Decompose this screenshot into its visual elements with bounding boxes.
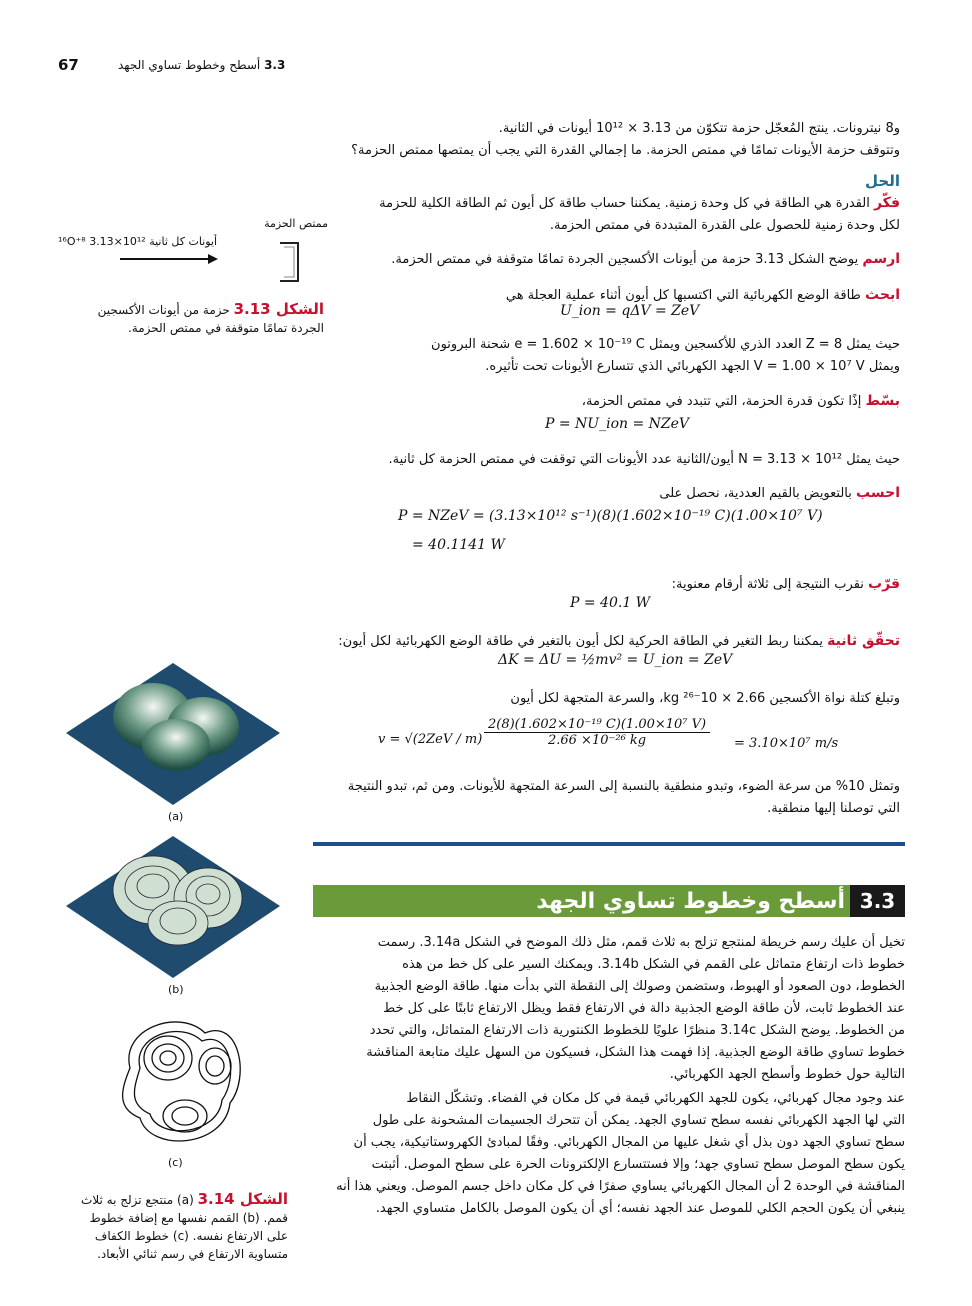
think-text-2: لكل وحدة زمنية للحصول على القدرة المتبددة في ممتص الحزمة.	[549, 218, 900, 233]
para1-line: عند الخطوط ثابت، لأن طاقة الوضع الجذبية دالة في الارتفاع فقط ويظل الارتفاع ثابتًا على كل خط	[383, 1001, 905, 1016]
figure-3-14b-label: (b)	[168, 983, 184, 996]
figure-3-14b-terrain	[58, 828, 288, 983]
where-block-1	[330, 334, 900, 378]
check-text: يمكننا ربط التغير في الطاقة الحركية لكل أيون بالتغير في طاقة الوضع الكهربائية لكل أيون:	[338, 634, 823, 649]
conclusion-2: التي توصلنا إليها منطقية.	[767, 801, 900, 816]
running-header	[118, 58, 285, 72]
figure-3-14-caption-text-1: (a) منتجع تزلج به ثلاث	[81, 1193, 194, 1207]
para2-line: سطح تساوي الجهد دون بذل أي شغل عليها من المجال الكهربائي. وفقًا لمبادئ الكهروستاتيكية، يجب أن	[353, 1135, 905, 1150]
simplify-text: إذًا تكون قدرة الحزمة، التي تتبدد في ممتص الحزمة،	[581, 394, 862, 409]
figure-3-14c-contours	[110, 1008, 255, 1158]
simplify-block	[330, 390, 900, 413]
para1-line: من الخطوط. يوضح الشكل 3.14c منظرًا علويًا للخطوط الكنتورية ذات الارتفاع المتماثل، والتي تحدد	[369, 1023, 905, 1038]
para2-line: التي لها الجهد الكهربائي نفسه سطح تساوي الجهد. يمكن أن تتحرك الجسيمات المشحونة على طول	[372, 1113, 905, 1128]
figure-3-13	[58, 215, 328, 295]
figure-3-14a-terrain	[58, 655, 288, 810]
para1-line: تخيل أن عليك رسم خريطة لمنتجع تزلج به ثلاث قمم، مثل ذلك الموضح في الشكل 3.14a. رسمت	[377, 935, 905, 950]
section-number: 3.3	[850, 885, 905, 917]
para2-line: المناقشة في الوحدة 2 أن المجال الكهربائي يساوي صفرًا في كل مكان داخل جسم الموصل. ويعني هذا أنه	[336, 1179, 905, 1194]
section-paragraph-2	[313, 1088, 905, 1220]
round-text: نقرب النتيجة إلى ثلاثة أرقام معنوية:	[671, 577, 864, 592]
mass-text: وتبلغ كتلة نواة الأكسجين 2.66 × 10⁻²⁶ kg، والسرعة المتجهة لكل أيون	[510, 691, 900, 706]
conclusion-1: وتمثل 10% من سرعة الضوء، وتبدو منطقية بالنسبة إلى السرعة المتجهة للأيونات. ومن ثم، تبدو النتيجة	[347, 779, 900, 794]
round-label: قرّب	[868, 576, 900, 592]
solution-label: الحل	[865, 172, 900, 190]
absorber-shape	[280, 243, 298, 281]
example-bottom-rule	[313, 842, 905, 846]
para2-line: ينبغي أن يكون الحجم الكلي للموصل عند الجهد نفسه؛ أي أن يكون الموصل بالكامل متساوي الجهد.	[375, 1201, 905, 1216]
absorber-label: ممتص الحزمة	[264, 217, 328, 230]
sketch-label: ارسم	[862, 251, 900, 267]
figure-3-14-caption-text-2: قمم. (b) القمم نفسها مع إضافة خطوط	[89, 1211, 288, 1225]
beam-label: أيونات كل ثانية ¹⁶O⁺⁸ 3.13×10¹²	[58, 235, 218, 248]
figure-3-13-caption-label: الشكل 3.13	[233, 300, 324, 318]
beam-diagram	[58, 215, 328, 295]
think-block	[330, 192, 900, 237]
figure-3-14-caption-text-4: متساوية الارتفاع في رسم ثنائي الأبعاد.	[97, 1247, 288, 1261]
calc-block	[330, 482, 900, 505]
sketch-text: يوضح الشكل 3.13 حزمة من أيونات الأكسجين الجردة تمامًا متوقفة في ممتص الحزمة.	[391, 252, 859, 267]
equation-6-right: = 3.10×10⁷ m/s	[734, 736, 839, 751]
intro-line-1: و8 نيترونات. ينتج المُعجّل حزمة تتكوّن من 3.13 × 10¹² أيونات في الثانية.	[498, 121, 900, 136]
sketch-block	[330, 248, 900, 271]
calc-label: احسب	[856, 485, 900, 501]
header-section-number: 3.3	[264, 58, 286, 72]
conclusion	[316, 776, 900, 820]
equation-3-result: = 40.1141 W	[412, 537, 505, 553]
equation-2: P = NU_ion = NZeV	[545, 416, 690, 432]
figure-3-14c-label: (c)	[168, 1156, 183, 1169]
page-number: 67	[58, 56, 79, 74]
figure-3-13-caption-text-2: الجردة تمامًا متوقفة في ممتص الحزمة.	[127, 321, 324, 335]
figure-3-14-caption-text-3: على الارتفاع نفسه. (c) خطوط الكفاف	[94, 1229, 288, 1243]
intro-line-2: وتتوقف حزمة الأيونات تمامًا في ممتص الحزمة. ما إجمالي القدرة التي يجب أن يمتصها ممتص الحزمة؟	[351, 143, 900, 158]
figure-3-13-caption	[58, 300, 324, 337]
peak-3	[142, 719, 210, 771]
equation-3: P = NZeV = (3.13×10¹² s⁻¹)(8)(1.602×10⁻¹⁹ C)(1.00×10⁷ V)	[398, 508, 823, 524]
para1-line: التالية حول خطوط وأسطح الجهد الكهربائي.	[669, 1067, 905, 1082]
para1-line: خطوط ذات ارتفاع متماثل على القمم في الشكل 3.14b. ويمكنك السير على كل خط من هذه	[402, 957, 905, 972]
equation-4: P = 40.1 W	[570, 595, 651, 611]
equation-1: U_ion = qΔV = ZeV	[560, 303, 700, 319]
equation-6-left: v = √(2ZeV / m)	[378, 732, 483, 747]
para2-line: يكون سطح الموصل سطح تساوي جهد؛ وإلا فستتسارع الإلكترونات الحرة على سطح الموصل. أثبتت	[371, 1157, 905, 1172]
para1-line: الخطوط، دون الصعود أو الهبوط، وستضمن وصولك إلى النقطة التي بدأت منها. طاقة الوضع الجذبية	[374, 979, 905, 994]
header-section-title: أسطح وخطوط تساوي الجهد	[118, 58, 261, 72]
para1-line: خطوط تساوي طاقة الوضع الجذبية. إذا فهمت هذا الشكل، فسيكون من السهل عليك متابعة المناقشة	[366, 1045, 905, 1060]
figure-3-13-caption-text-1: حزمة من أيونات الأكسجين	[97, 303, 230, 317]
equation-5: ΔK = ΔU = ½mv² = U_ion = ZeV	[498, 652, 733, 668]
figure-3-14-caption-label: الشكل 3.14	[197, 1190, 288, 1208]
check-label: تحقّق ثانية	[827, 633, 900, 649]
research-label: ابحث	[865, 287, 900, 303]
where-3: حيث يمثل N = 3.13 × 10¹² أيون/الثانية عدد الأيونات التي توقفت في ممتص الحزمة كل ثانية.	[388, 452, 900, 467]
para2-line: عند وجود مجال كهربائي، يكون للجهد الكهربائي قيمة في كل مكان في الفضاء. وتشكّل النقاط	[406, 1091, 905, 1106]
figure-3-14-caption	[58, 1190, 288, 1263]
simplify-label: بسّط	[865, 393, 900, 409]
section-paragraph-1	[313, 932, 905, 1086]
check-block	[316, 630, 900, 653]
round-block	[330, 573, 900, 596]
think-label: فكّر	[873, 195, 900, 211]
equation-6-denominator: 2.66 ×10⁻²⁶ kg	[547, 733, 647, 748]
equation-6-numerator: 2(8)(1.602×10⁻¹⁹ C)(1.00×10⁷ V)	[484, 717, 710, 733]
where-2: ويمثل V = 1.00 × 10⁷ V الجهد الكهربائي الذي تتسارع الأيونات تحت تأثيره.	[485, 359, 900, 374]
equation-6-fraction	[484, 717, 710, 748]
section-title: أسطح وخطوط تساوي الجهد	[536, 888, 845, 914]
calc-text: بالتعويض بالقيم العددية، نحصل على	[659, 486, 852, 501]
problem-intro	[330, 118, 900, 162]
where-1: حيث يمثل Z = 8 العدد الذري للأكسجين ويمثل e = 1.602 × 10⁻¹⁹ C شحنة البروتون	[431, 337, 900, 352]
think-text-1: القدرة هي الطاقة في كل وحدة زمنية. يمكننا حساب طاقة كل أيون ثم الطاقة الكلية للحزمة	[379, 196, 870, 211]
figure-3-14a-label: (a)	[168, 810, 184, 823]
research-text: طاقة الوضع الكهربائية التي اكتسبها كل أيون أثناء عملية العجلة هي	[505, 288, 861, 303]
